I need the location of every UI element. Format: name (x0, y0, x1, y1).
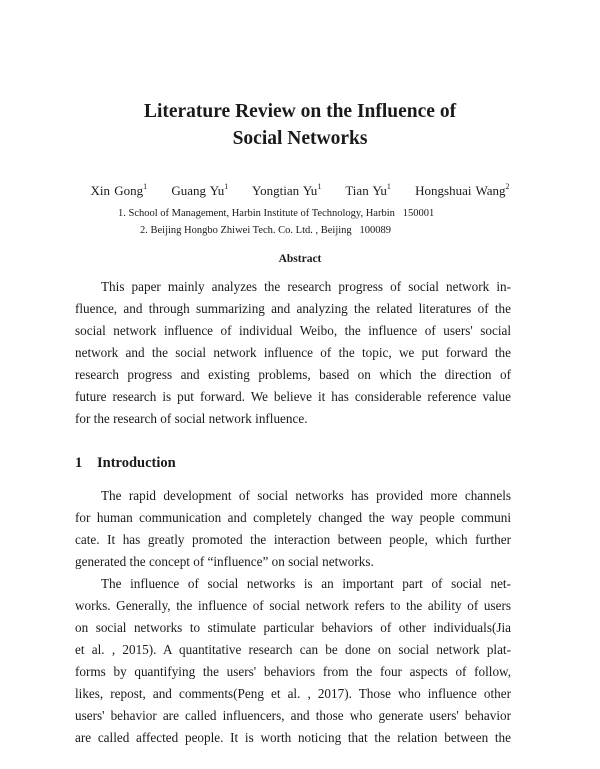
abstract-line: future research is put forward. We believe it has considerable reference value (75, 389, 511, 404)
body-line: et al. , 2015). A quantitative research can be done on social network plat- (75, 642, 511, 657)
author-name: Guang Yu (171, 183, 225, 198)
body-line: The rapid development of social networks has provided more channels (101, 488, 511, 503)
body-line: for human communication and completely changed the way people communi (75, 510, 511, 525)
author-affiliation-mark: 1 (317, 182, 322, 191)
abstract-line: research progress and existing problems, based on which the direction of (75, 367, 511, 382)
author-affiliation-mark: 1 (386, 182, 391, 191)
paper-title-line-2: Social Networks (232, 128, 368, 149)
abstract-line: social network influence of individual Weibo, the influence of users' social (75, 323, 511, 338)
affiliation-2: 2. Beijing Hongbo Zhiwei Tech. Co. Ltd. , Beijing 100089 (140, 225, 392, 236)
body-line: likes, repost, and comments(Peng et al. , 2017). Those who influence other (75, 686, 511, 701)
author-affiliation-mark: 2 (505, 182, 510, 191)
author-list (0, 179, 600, 199)
body-line: generated the concept of “influence” on social networks. (75, 554, 374, 569)
author-name: Tian Yu (345, 183, 387, 198)
abstract-heading: Abstract (278, 253, 322, 265)
affiliation-1: 1. School of Management, Harbin Institute of Technology, Harbin 150001 (118, 208, 435, 219)
section-title: Introduction (97, 455, 176, 471)
author-name: Xin Gong (90, 183, 144, 198)
author-affiliation-mark: 1 (224, 182, 229, 191)
abstract-line: for the research of social network influence. (75, 411, 308, 426)
abstract-line: This paper mainly analyzes the research progress of social network in- (101, 279, 511, 294)
body-line: The influence of social networks is an important part of social net- (101, 576, 511, 591)
section-heading (75, 455, 176, 472)
body-line: forms by quantifying the users' behaviors from the four aspects of follow, (75, 664, 511, 679)
author-affiliation-mark: 1 (143, 182, 148, 191)
author-name: Yongtian Yu (252, 183, 318, 198)
abstract-line: network and the social network influence of the topic, we put forward the (75, 345, 511, 360)
body-line: users' behavior are called influencers, and those who generate users' behavior (75, 708, 511, 723)
body-line: on social networks to stimulate particular behaviors of other individuals(Jia (75, 620, 511, 635)
body-line: are called affected people. It is worth noticing that the relation between the (75, 730, 511, 745)
section-number: 1 (75, 455, 83, 471)
paper-title-line-1: Literature Review on the Influence of (143, 101, 457, 122)
author-name: Hongshuai Wang (415, 183, 506, 198)
abstract-line: fluence, and through summarizing and analyzing the related literatures of the (75, 301, 511, 316)
body-line: works. Generally, the influence of social network refers to the ability of users (75, 598, 511, 613)
body-line: cate. It has greatly promoted the interaction between people, which further (75, 532, 511, 547)
